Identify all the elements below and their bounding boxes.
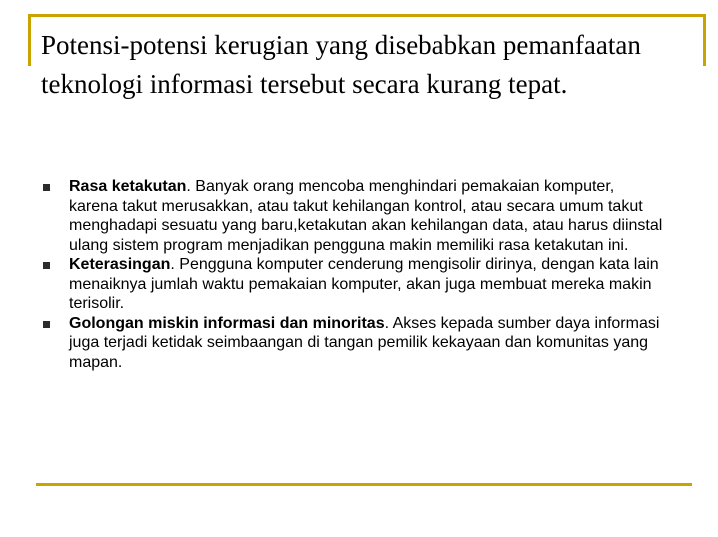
bullet-term: Rasa ketakutan	[69, 178, 187, 195]
bullet-item-keterasingan	[42, 255, 667, 314]
slide-title: Potensi-potensi kerugian yang disebabkan pemanfaatan teknologi informasi tersebut secara kurang tepat.	[41, 30, 641, 99]
title-frame-right-line	[703, 14, 706, 66]
square-bullet-icon	[43, 321, 50, 328]
bullet-text: . Banyak orang mencoba menghindari pemakaian komputer, karena takut merusakkan, atau takut kehilangan kontrol, atau secara umum takut menghadapi sesuatu yang baru,ketakutan akan kehilangan data, atau harus diinstal ulang sistem program menjadikan pengguna makin memiliki rasa ketakutan ini.	[69, 178, 663, 254]
bullet-text: . Akses kepada sumber daya informasi juga terjadi ketidak seimbaangan di tangan pemilik kekayaan dan komunitas yang mapan.	[69, 314, 660, 371]
square-bullet-icon	[43, 262, 50, 269]
bullet-term: Keterasingan	[69, 256, 171, 273]
bullet-term: Golongan miskin informasi dan minoritas	[69, 314, 385, 332]
title-frame-left-line	[28, 14, 31, 66]
bullet-item-rasa-ketakutan	[42, 177, 667, 255]
bullet-text: . Pengguna komputer cenderung mengisolir dirinya, dengan kata lain menaiknya jumlah waktu pemakaian komputer, akan juga membuat mereka makin terisolir.	[69, 256, 659, 312]
square-bullet-icon	[43, 184, 50, 191]
bullet-item-golongan-miskin	[42, 314, 667, 373]
bottom-divider-line	[36, 483, 692, 486]
bullet-list	[42, 177, 667, 372]
title-frame-top-line	[28, 14, 706, 17]
